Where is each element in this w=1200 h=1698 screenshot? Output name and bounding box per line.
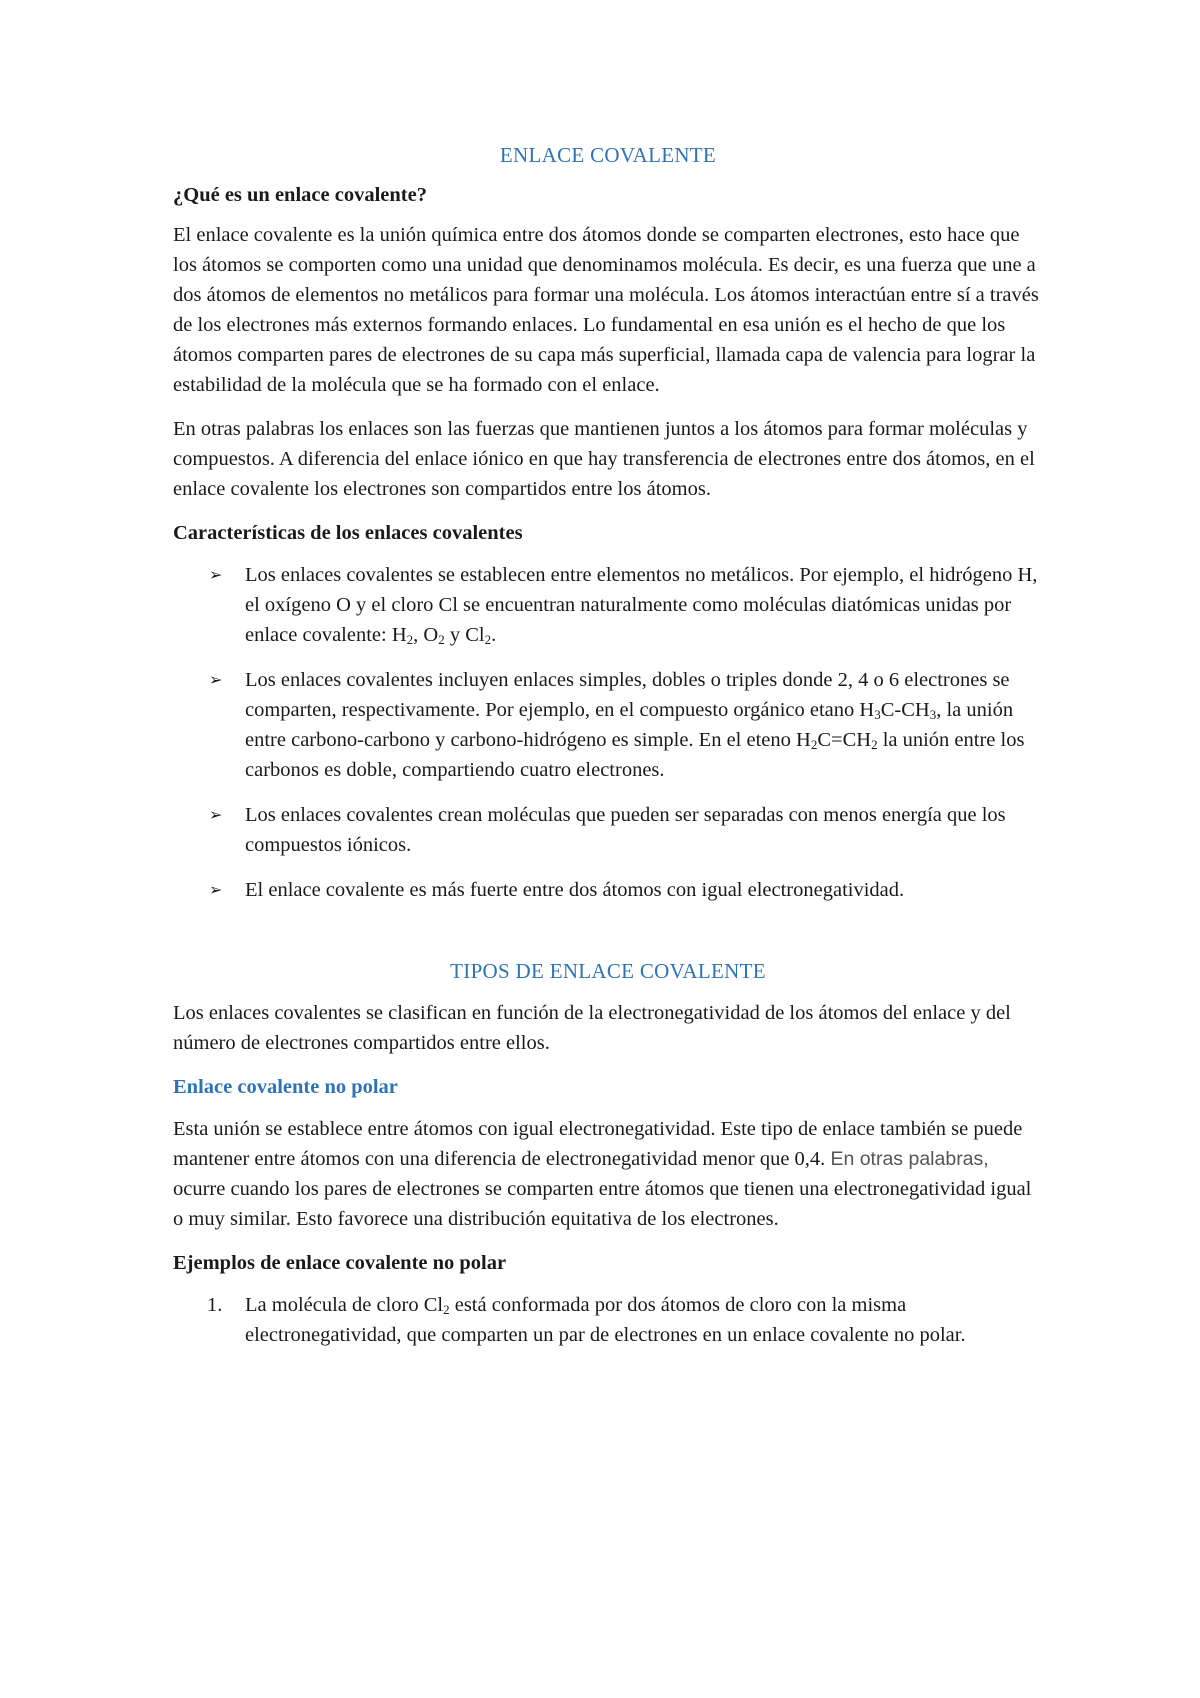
definition-paragraph: El enlace covalente es la unión química entre dos átomos donde se comparten electrones, esto hace que los átomos se comporten como una unidad que denominamos molécula. Es decir, es una fuerza que une a dos átomos de elementos no metálicos para formar una molécula. Los átomos interactúan entre sí a través de los electrones más externos formando enlaces. Lo fundamental en esa unión es el hecho de que los átomos comparten pares de electrones de su capa más superficial, llamada capa de valencia para lograr la estabilidad de la molécula que se ha formado con el enlace. [173,224,1039,396]
list-item: ➢ Los enlaces covalentes incluyen enlaces simples, dobles o triples donde 2, 4 o 6 electrones se comparten, respectivamente. Por ejemplo, en el compuesto orgánico etano $H_3C-CH_3$, la unión entre carbono-carbono y carbono-hidrógeno es simple. En el eteno $H_2C=CH_2$ la unión entre los carbonos es doble, compartiendo cuatro electrones. [173,665,1043,785]
page-title: ENLACE COVALENTE [499,143,717,167]
list-number: 1. [207,1294,223,1316]
question-heading: ¿Qué es un enlace covalente? [173,184,427,206]
arrow-bullet-icon: ➢ [209,880,223,899]
arrow-bullet-icon: ➢ [209,565,223,584]
examples-list [173,1290,1043,1350]
list-item: ➢ El enlace covalente es más fuerte entre dos átomos con igual electronegatividad. [173,875,1043,905]
list-item: ➢ Los enlaces covalentes crean moléculas que pueden ser separadas con menos energía que los compuestos iónicos. [173,800,1043,860]
classification-paragraph: Los enlaces covalentes se clasifican en función de la electronegatividad de los átomos del enlace y del número de electrones compartidos entre ellos. [173,1002,1011,1054]
nonpolar-paragraph: Esta unión se establece entre átomos con igual electronegatividad. Este tipo de enlace también se puede mantener entre átomos con una diferencia de electronegatividad menor que 0,4. En otras palabras, ocurre cuando los pares de electrones se comparten entre átomos que tienen una electronegatividad igual o muy similar. Esto favorece una distribución equitativa de los electrones. [173,1118,1032,1230]
examples-heading: Ejemplos de enlace covalente no polar [173,1252,507,1274]
summary-paragraph: En otras palabras los enlaces son las fuerzas que mantienen juntos a los átomos para formar moléculas y compuestos. A diferencia del enlace iónico en que hay transferencia de electrones entre dos átomos, en el enlace covalente los electrones son compartidos entre los átomos. [173,418,1035,500]
subheading-nonpolar: Enlace covalente no polar [173,1076,398,1098]
document-body [173,140,1043,1364]
characteristics-heading: Características de los enlaces covalentes [173,522,523,544]
arrow-bullet-icon: ➢ [209,670,223,689]
list-item: ➢ Los enlaces covalentes se establecen entre elementos no metálicos. Por ejemplo, el hidrógeno H, el oxígeno O y el cloro Cl se encuentran naturalmente como moléculas diatómicas unidas por enlace covalente: $H_2$, $O_2$ y $Cl_2$. [173,560,1043,650]
section-title-types: TIPOS DE ENLACE COVALENTE [450,959,766,983]
arrow-bullet-icon: ➢ [209,805,223,824]
list-item: 1. La molécula de cloro $Cl_2$ está conformada por dos átomos de cloro con la misma electronegatividad, que comparten un par de electrones en un enlace covalente no polar. [173,1290,1043,1350]
characteristics-list [173,560,1043,905]
